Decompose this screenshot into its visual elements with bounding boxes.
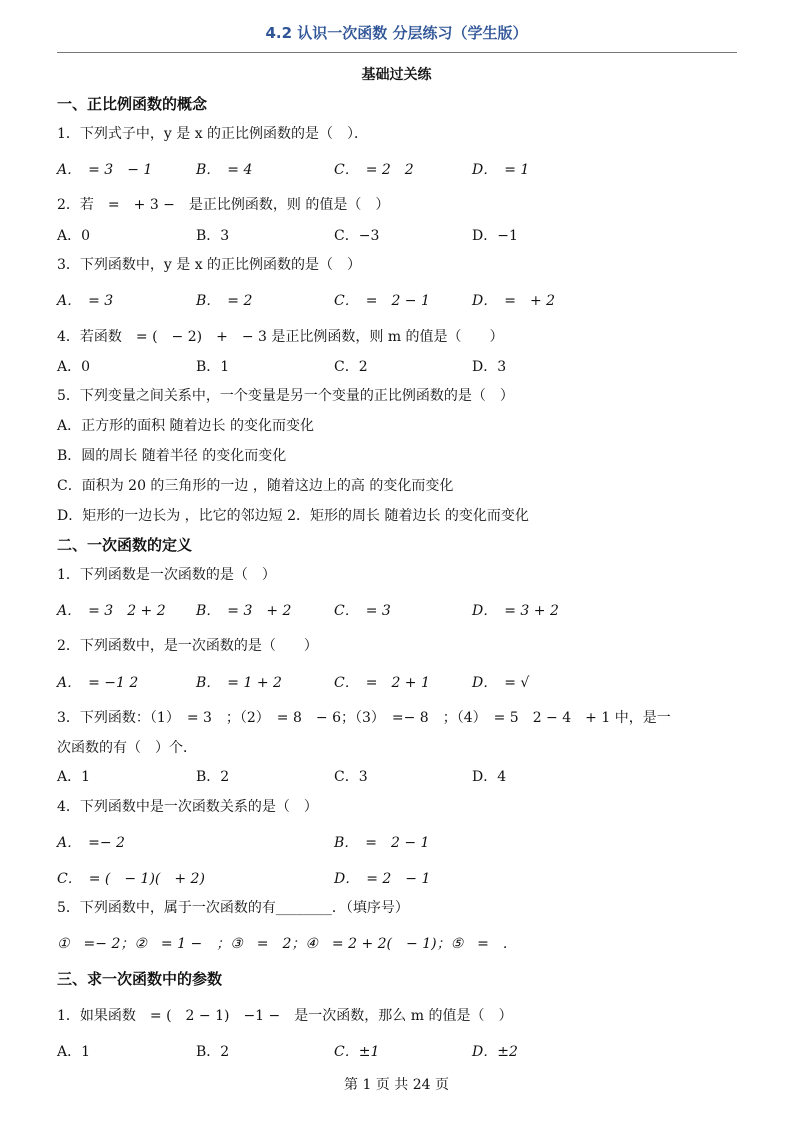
option-d: D． = 2 − 1	[334, 871, 431, 887]
question-stem: 4．下列函数中是一次函数关系的是（ ）	[57, 799, 318, 815]
option-c: C．−3	[334, 228, 380, 244]
list-item: C．面积为 20 的三角形的一边 ，随着这边上的高 的变化而变化	[57, 478, 454, 494]
question-stem: 1．如果函数 = ( 2 − 1) −1 − 是一次函数，那么 m 的值是（ ）	[57, 1008, 513, 1024]
option-a: A．1	[57, 769, 91, 785]
section-title: 二、一次函数的定义	[57, 536, 193, 554]
question-stem: 1．下列函数是一次函数的是（ ）	[57, 567, 276, 583]
question-choices: ① =− 2；② = 1 − ；③ = 2；④ = 2 + 2( − 1)；⑤ = .	[57, 936, 508, 952]
question-stem: 1．下列式子中，y 是 x 的正比例函数的是（ ）．	[57, 126, 369, 142]
option-a: A． = 3	[57, 293, 114, 309]
option-c: C． = 2 2	[334, 162, 414, 178]
option-d: D．±2	[472, 1044, 518, 1060]
list-item: B．圆的周长 随着半径 的变化而变化	[57, 448, 287, 464]
option-d: D． = 1	[472, 162, 530, 178]
question-stem: 5．下列函数中，属于一次函数的有________．（填序号）	[57, 900, 409, 916]
option-c: C． = 2 − 1	[334, 293, 430, 309]
option-b: B． = 3 + 2	[196, 603, 292, 619]
question-stem: 4．若函数 = ( − 2) + − 3 是正比例函数，则 m 的值是（ ）	[57, 329, 504, 345]
option-b: B．1	[196, 359, 230, 375]
option-b: B． = 2	[196, 293, 253, 309]
option-a: A．0	[57, 228, 91, 244]
option-c: C． = ( − 1)( + 2)	[57, 871, 205, 887]
question-stem: 5．下列变量之间关系中，一个变量是另一个变量的正比例函数的是（ ）	[57, 388, 514, 404]
option-b: B． = 4	[196, 162, 253, 178]
option-c: C．3	[334, 769, 368, 785]
question-stem: 2．下列函数中，是一次函数的是（ ）	[57, 638, 318, 654]
section-title: 三、求一次函数中的参数	[57, 970, 223, 988]
option-d: D．−1	[472, 228, 518, 244]
section-title: 一、正比例函数的概念	[57, 95, 208, 113]
option-c: C．±1	[334, 1044, 380, 1060]
option-a: A． = 3 2 + 2	[57, 603, 166, 619]
option-b: B． = 1 + 2	[196, 675, 282, 691]
option-a: A． = −1 2	[57, 675, 139, 691]
option-d: D．4	[472, 769, 507, 785]
list-item: D．矩形的一边长为 ，比它的邻边短 2．矩形的周长 随着边长 的变化而变化	[57, 508, 529, 524]
question-stem: 3．下列函数：（1） = 3 ；（2） = 8 − 6；（3） =− 8 ；（4） = 5 2 − 4 + 1 中，是一	[57, 710, 671, 726]
option-d: D． = √	[472, 675, 530, 691]
question-stem-continued: 次函数的有（ ）个．	[57, 740, 197, 756]
question-stem: 2．若 = + 3 − 是正比例函数，则 的值是（ ）	[57, 197, 390, 213]
option-d: D．3	[472, 359, 507, 375]
option-a: A．1	[57, 1044, 91, 1060]
section-subtitle: 基础过关练	[361, 67, 432, 83]
option-d: D． = 3 + 2	[472, 603, 559, 619]
option-c: C． = 2 + 1	[334, 675, 430, 691]
option-c: C．2	[334, 359, 368, 375]
option-b: B．2	[196, 1044, 230, 1060]
option-b: B． = 2 − 1	[334, 835, 430, 851]
option-b: B．2	[196, 769, 230, 785]
option-a: A．0	[57, 359, 91, 375]
question-stem: 3．下列函数中，y 是 x 的正比例函数的是（ ）	[57, 257, 362, 273]
header-divider	[57, 52, 737, 53]
option-c: C． = 3	[334, 603, 391, 619]
option-a: A． =− 2	[57, 835, 125, 851]
option-d: D． = + 2	[472, 293, 556, 309]
page-footer: 第 1 页 共 24 页	[344, 1077, 449, 1093]
option-b: B．3	[196, 228, 230, 244]
list-item: A．正方形的面积 随着边长 的变化而变化	[57, 418, 315, 434]
option-a: A． = 3 − 1	[57, 162, 153, 178]
page-header-title: 4.2 认识一次函数 分层练习（学生版）	[265, 24, 528, 42]
